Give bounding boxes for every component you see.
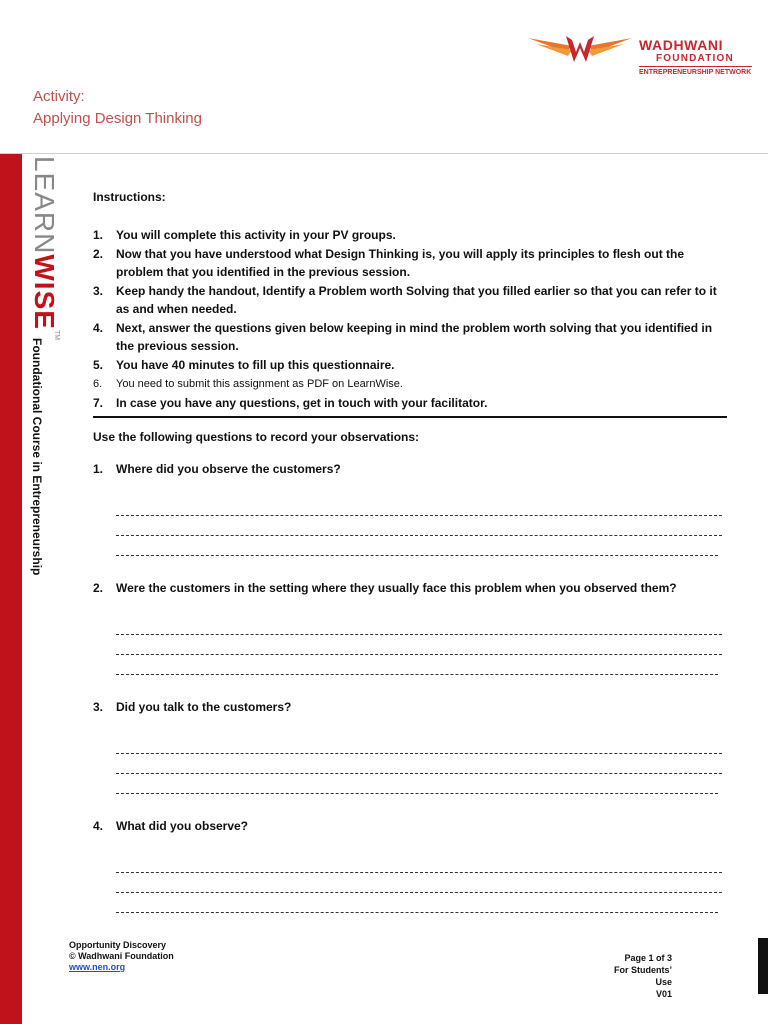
footer-right xyxy=(600,952,672,1000)
instruction-number: 4. xyxy=(93,321,104,335)
answer-line[interactable] xyxy=(116,734,722,754)
instruction-text: You will complete this activity in your PV groups. xyxy=(116,228,396,242)
answer-area-4[interactable] xyxy=(116,853,733,913)
question-3 xyxy=(93,698,733,716)
answer-area-2[interactable] xyxy=(116,615,733,675)
instruction-number: 7. xyxy=(93,396,104,410)
observations-heading: Use the following questions to record your observations: xyxy=(93,430,420,444)
activity-title: Applying Design Thinking xyxy=(33,110,202,127)
instruction-text: In case you have any questions, get in touch with your facilitator. xyxy=(116,396,488,410)
learnwise-logo xyxy=(28,156,60,341)
instruction-number: 3. xyxy=(93,284,104,298)
footer-website-link[interactable]: www.nen.org xyxy=(69,962,126,972)
instruction-text: that you filled earlier so that you can refer to it as and when needed. xyxy=(116,284,717,316)
answer-line[interactable] xyxy=(116,893,718,913)
question-text: Where did you observe the customers? xyxy=(116,462,341,476)
course-title: Foundational Course in Entrepreneurship xyxy=(30,338,44,576)
question-text: Were the customers in the setting where they usually face this problem when you observed them? xyxy=(116,581,677,595)
instructions-list xyxy=(93,226,733,412)
instruction-item xyxy=(93,245,733,281)
wadhwani-logo xyxy=(526,32,758,80)
page-edge-tab xyxy=(758,938,768,994)
question-1 xyxy=(93,460,733,478)
worksheet-content xyxy=(93,188,733,936)
answer-line[interactable] xyxy=(116,853,722,873)
header-divider xyxy=(0,153,768,154)
wadhwani-wings-icon xyxy=(526,32,634,66)
instruction-text: Now that you have understood what Design Thinking is, you will apply its principles to flesh out the problem that you identified in the previous session. xyxy=(116,247,685,279)
instruction-item xyxy=(93,319,733,355)
instruction-text: You have xyxy=(116,358,172,372)
question-text: What did you observe? xyxy=(116,819,249,833)
activity-label: Activity: xyxy=(33,88,85,105)
question-number: 1. xyxy=(93,462,104,476)
logo-subtitle: FOUNDATION xyxy=(656,53,734,64)
question-text: Did you talk to the customers? xyxy=(116,700,292,714)
instruction-number: 2. xyxy=(93,247,104,261)
logo-name: WADHWANI xyxy=(639,37,724,53)
answer-line[interactable] xyxy=(116,496,722,516)
brand-wise: WISE xyxy=(29,254,60,330)
instruction-number: 6. xyxy=(93,378,103,390)
page-number: Page 1 of 3 xyxy=(624,953,672,963)
answer-line[interactable] xyxy=(116,536,718,556)
question-number: 3. xyxy=(93,700,104,714)
instruction-item xyxy=(93,282,733,318)
footer-left xyxy=(69,940,174,973)
answer-line[interactable] xyxy=(116,873,722,893)
answer-area-1[interactable] xyxy=(116,496,733,556)
instruction-text: You need to submit this assignment as PDF on LearnWise. xyxy=(116,378,403,390)
answer-line[interactable] xyxy=(116,655,718,675)
answer-line[interactable] xyxy=(116,516,722,536)
answer-line[interactable] xyxy=(116,615,722,635)
instruction-item xyxy=(93,375,733,393)
instruction-item xyxy=(93,356,733,374)
footer-module: Opportunity Discovery xyxy=(69,940,167,950)
instruction-text: Next, answer the questions given below keeping in mind the problem worth solving that you identified in the previous session. xyxy=(116,321,713,353)
instructions-heading: Instructions: xyxy=(93,190,166,204)
question-4 xyxy=(93,817,733,835)
brand-learn: LEARN xyxy=(29,156,60,255)
audience-label: For Students’ Use xyxy=(614,965,672,987)
logo-tagline: ENTREPRENEURSHIP NETWORK xyxy=(639,69,752,76)
answer-line[interactable] xyxy=(116,774,718,794)
question-2 xyxy=(93,579,733,597)
logo-divider xyxy=(639,66,752,67)
instruction-item xyxy=(93,394,733,412)
answer-area-3[interactable] xyxy=(116,734,733,794)
brand-trademark: TM xyxy=(53,329,60,341)
sidebar-red-bar xyxy=(0,154,22,1024)
answer-line[interactable] xyxy=(116,754,722,774)
instruction-text: to fill up this questionnaire. xyxy=(234,358,395,372)
footer-copyright: © Wadhwani Foundation xyxy=(69,951,174,961)
question-number: 2. xyxy=(93,581,104,595)
instruction-text: Keep handy the handout, xyxy=(116,284,263,298)
handout-title: Identify a Problem worth Solving xyxy=(262,284,450,298)
section-divider xyxy=(93,416,727,418)
question-number: 4. xyxy=(93,819,104,833)
instruction-item xyxy=(93,226,733,244)
instruction-number: 5. xyxy=(93,358,104,372)
time-limit: 40 minutes xyxy=(171,358,235,372)
instruction-number: 1. xyxy=(93,228,104,242)
answer-line[interactable] xyxy=(116,635,722,655)
version-label: V01 xyxy=(655,989,672,999)
